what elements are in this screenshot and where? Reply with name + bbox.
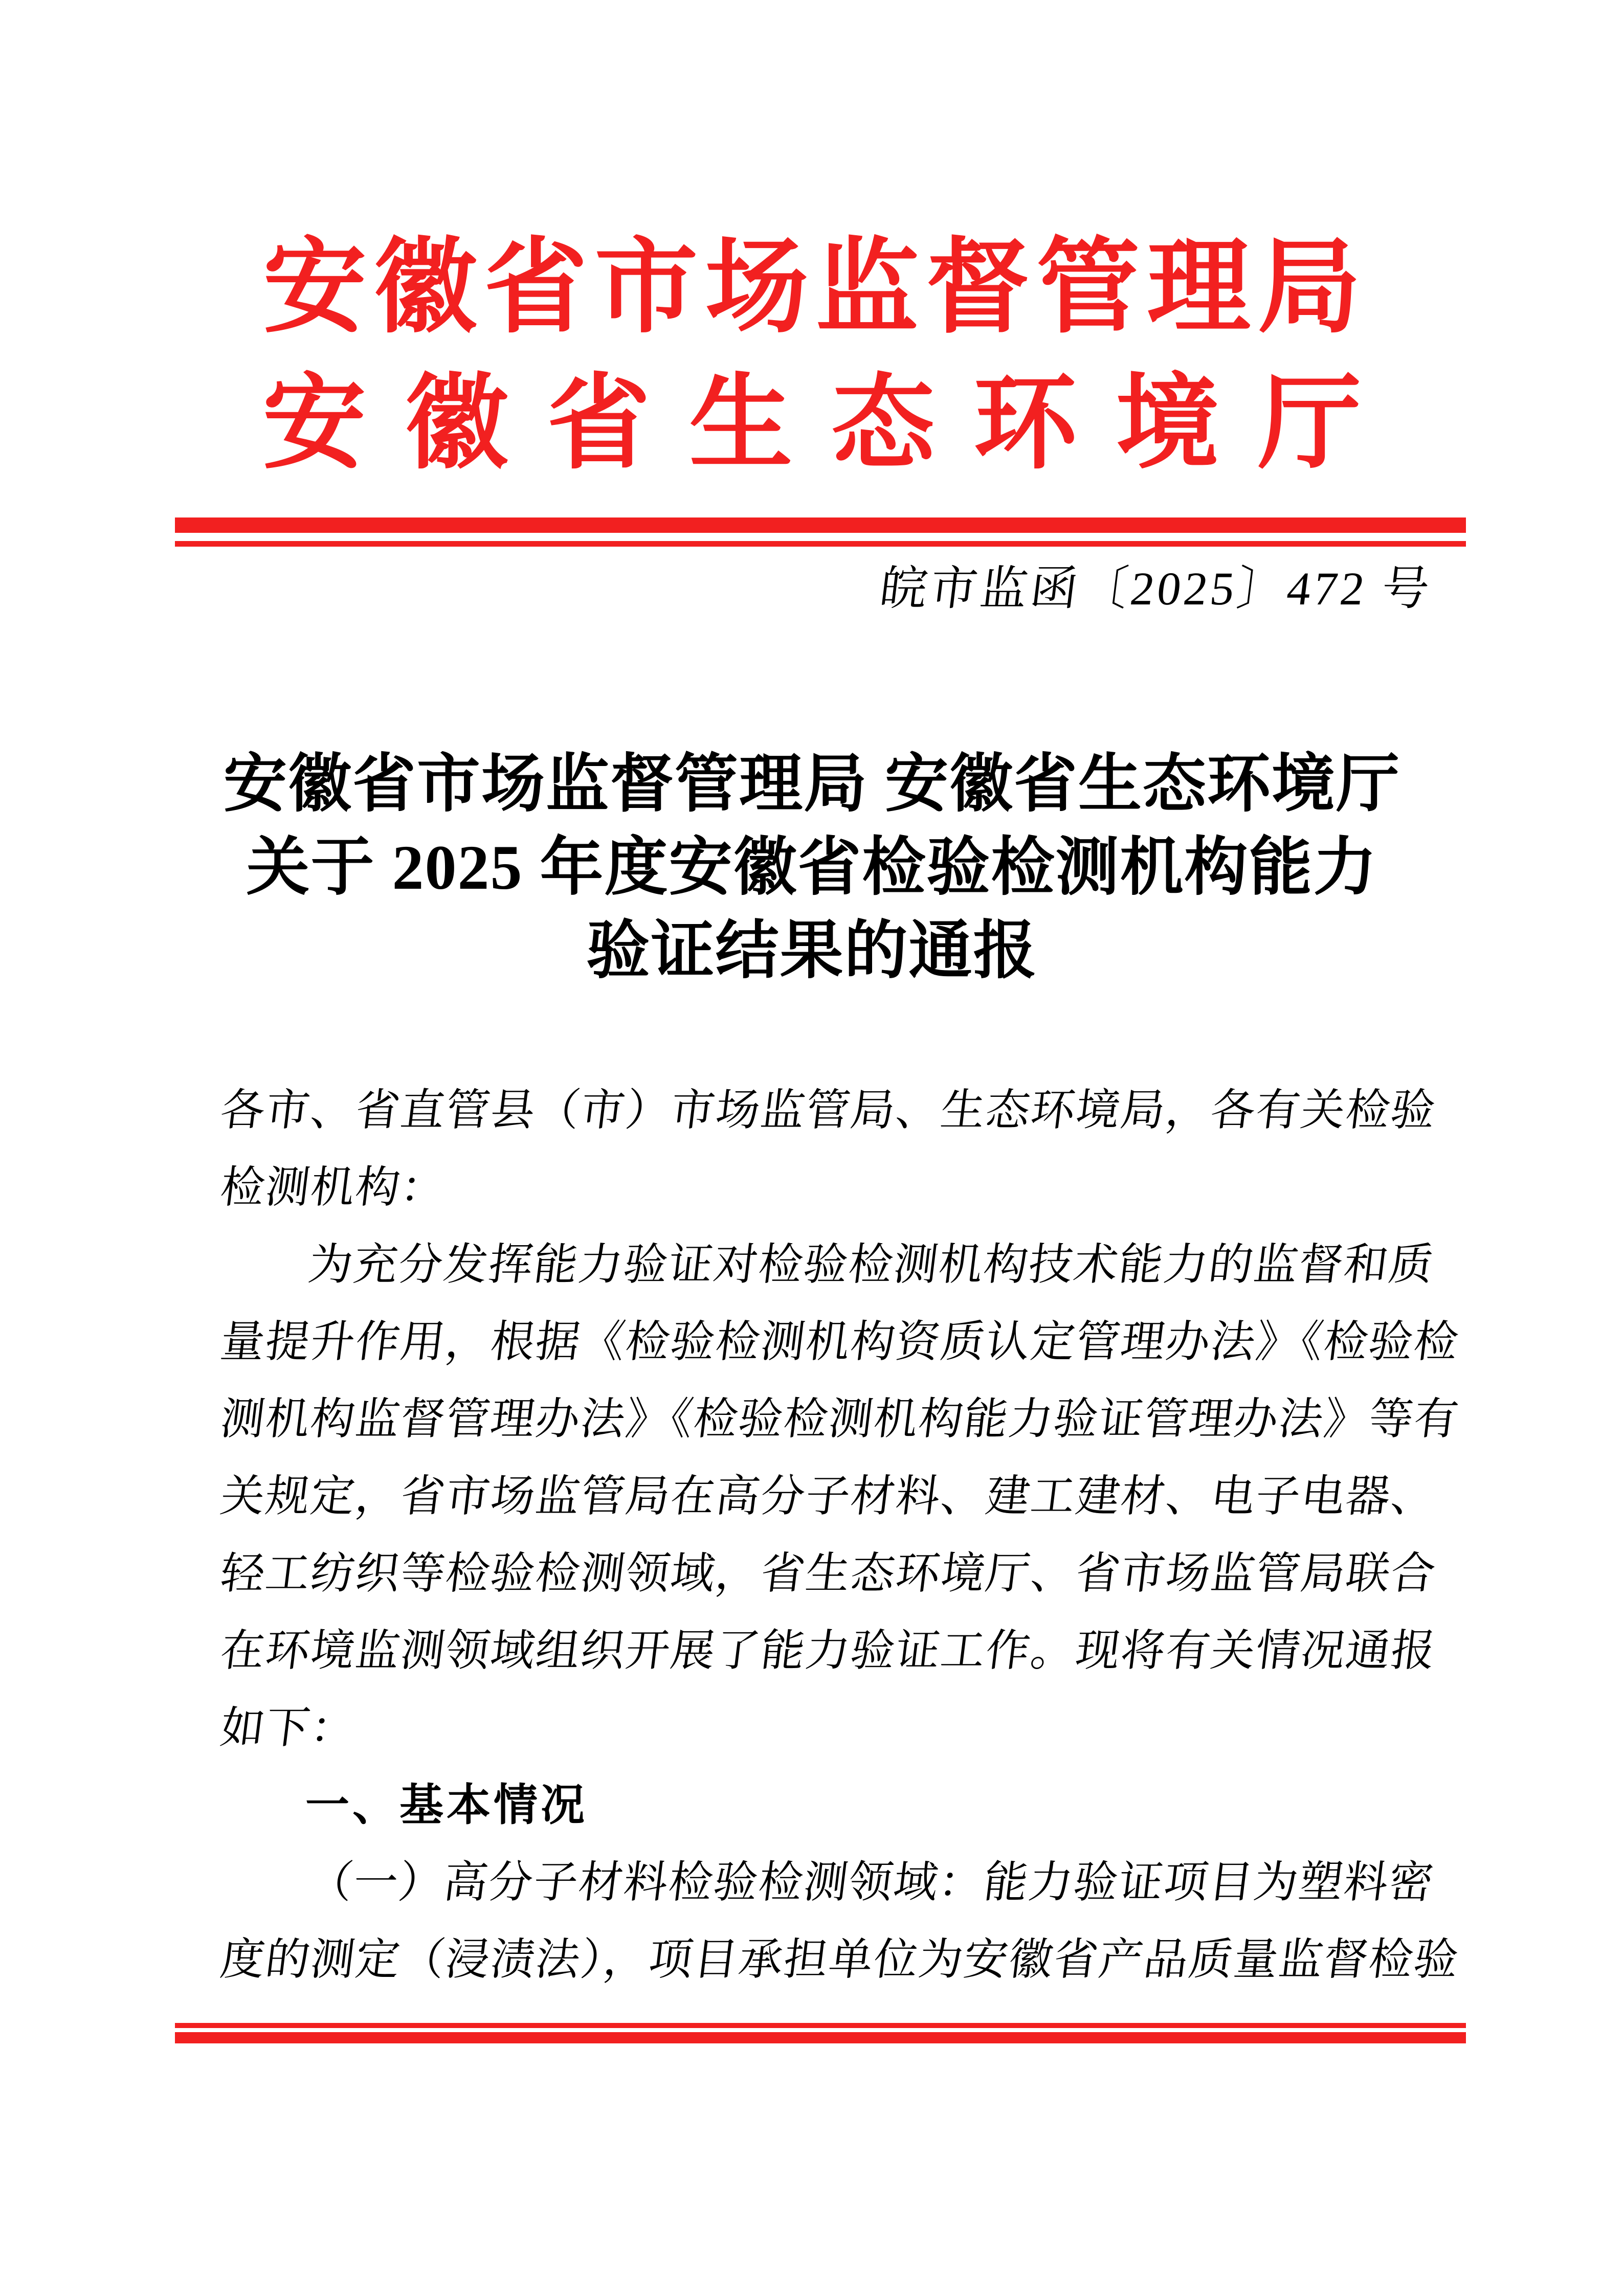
document-body (217, 1072, 1462, 1998)
body-line-paragraph: 在环境监测领域组织开展了能力验证工作。现将有关情况通报 (217, 1626, 1439, 1675)
footer-rule-thin (175, 2023, 1466, 2028)
body-line-salutation-1: 各市、省直管县（市）市场监管局、生态环境局，各有关检验 (217, 1086, 1439, 1135)
body-line-paragraph: 如下： (217, 1703, 359, 1752)
document-title-line-3: 验证结果的通报 (586, 916, 1038, 986)
header-rule-thin (175, 541, 1466, 547)
letterhead-agency-2: 安徽省生态环境厅 (262, 367, 1400, 481)
body-line-subsection: 度的测定（浸渍法），项目承担单位为安徽省产品质量监督检验 (217, 1935, 1462, 1984)
document-title-line-1: 安徽省市场监督管理局 安徽省生态环境厅 (223, 749, 1400, 819)
body-line-paragraph: 轻工纺织等检验检测领域，省生态环境厅、省市场监管局联合 (217, 1549, 1439, 1598)
body-line-paragraph: 测机构监督管理办法》《检验检测机构能力验证管理办法》等有 (217, 1394, 1462, 1444)
body-line-paragraph: 为充分发挥能力验证对检验检测机构技术能力的监督和质 (305, 1240, 1437, 1289)
document-title-line-2: 关于 2025 年度安徽省检验检测机构能力 (246, 832, 1378, 903)
body-line-paragraph: 量提升作用，根据《检验检测机构资质认定管理办法》《检验检 (217, 1317, 1462, 1366)
header-rule-thick (175, 517, 1466, 533)
document-number: 皖市监函〔2025〕472 号 (877, 562, 1436, 615)
document-title (0, 742, 1624, 993)
body-line-paragraph: 关规定，省市场监管局在高分子材料、建工建材、电子电器、 (217, 1472, 1439, 1521)
body-line-salutation-2: 检测机构： (217, 1163, 449, 1212)
letterhead-agency-1: 安徽省市场监督管理局 (263, 231, 1368, 345)
footer-rule-thick (175, 2032, 1466, 2043)
section-heading-basic-situation: 一、基本情况 (305, 1781, 588, 1830)
body-line-subsection: （一）高分子材料检验检测领域：能力验证项目为塑料密 (305, 1858, 1437, 1907)
